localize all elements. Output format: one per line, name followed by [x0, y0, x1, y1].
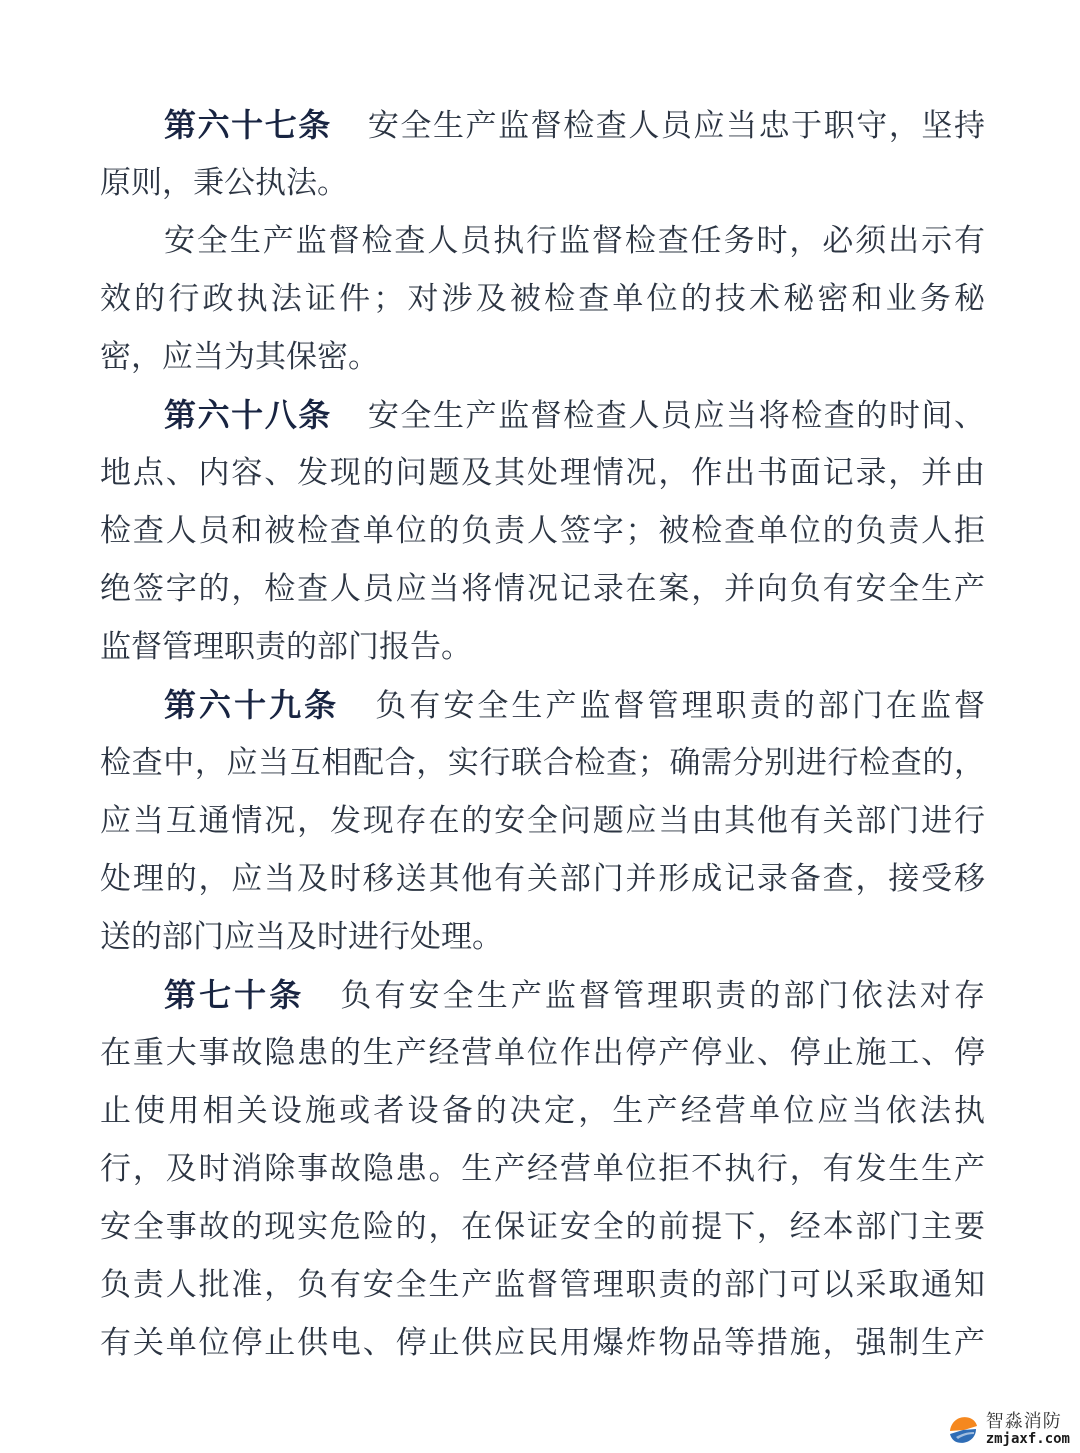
line-text: 检查中，应当互相配合，实行联合检查；确需分别进行检查的， [100, 745, 985, 781]
text-line [100, 96, 985, 154]
article-number: 第七十条 [164, 976, 305, 1014]
text-line [100, 444, 985, 502]
text-line [100, 618, 985, 676]
text-line [100, 908, 985, 966]
text-line [100, 1256, 985, 1314]
line-text: 负有安全生产监督管理职责的部门在监督 [375, 688, 985, 724]
line-text: 行，及时消除事故隐患。生产经营单位拒不执行，有发生生产 [100, 1151, 985, 1187]
text-line [100, 1082, 985, 1140]
text-line [100, 386, 985, 444]
text-line [100, 212, 985, 270]
article-number: 第六十七条 [164, 106, 332, 144]
text-line [100, 792, 985, 850]
line-text: 安全生产监督检查人员应当将检查的时间、 [367, 398, 985, 434]
zhimiao-fire-logo-icon [947, 1414, 979, 1446]
line-text: 原则，秉公执法。 [100, 165, 348, 201]
line-text: 监督管理职责的部门报告。 [100, 629, 472, 665]
line-text: 应当互通情况，发现存在的安全问题应当由其他有关部门进行 [100, 803, 985, 839]
brand-name: 智淼消防 [985, 1410, 1062, 1432]
text-line [100, 850, 985, 908]
line-text: 安全事故的现实危险的，在保证安全的前提下，经本部门主要 [100, 1209, 985, 1245]
text-line [100, 560, 985, 618]
text-line [100, 1140, 985, 1198]
line-text: 安全生产监督检查人员执行监督检查任务时，必须出示有 [164, 223, 985, 259]
line-text: 有关单位停止供电、停止供应民用爆炸物品等措施，强制生产 [100, 1325, 985, 1361]
text-line [100, 1198, 985, 1256]
text-line [100, 734, 985, 792]
brand-text-group [985, 1410, 1070, 1447]
text-line [100, 966, 985, 1024]
brand-url: zmjaxf.com [985, 1430, 1070, 1447]
line-text: 检查人员和被检查单位的负责人签字；被检查单位的负责人拒 [100, 513, 985, 549]
line-text: 止使用相关设施或者设备的决定，生产经营单位应当依法执 [100, 1093, 985, 1129]
text-line [100, 502, 985, 560]
article-number: 第六十八条 [164, 396, 332, 434]
text-line [100, 1024, 985, 1082]
line-text: 负有安全生产监督管理职责的部门依法对存 [340, 978, 985, 1014]
article-number: 第六十九条 [164, 686, 340, 724]
line-text: 密，应当为其保密。 [100, 339, 379, 375]
line-text: 绝签字的，检查人员应当将情况记录在案，并向负有安全生产 [100, 571, 985, 607]
legal-text-block [100, 96, 985, 1372]
text-line [100, 676, 985, 734]
line-text: 效的行政执法证件；对涉及被检查单位的技术秘密和业务秘 [100, 281, 985, 317]
text-line [100, 154, 985, 212]
line-text: 地点、内容、发现的问题及其处理情况，作出书面记录，并由 [100, 455, 985, 491]
line-text: 送的部门应当及时进行处理。 [100, 919, 503, 955]
line-text: 在重大事故隐患的生产经营单位作出停产停业、停止施工、停 [100, 1035, 985, 1071]
line-text: 负责人批准，负有安全生产监督管理职责的部门可以采取通知 [100, 1267, 985, 1303]
text-line [100, 1314, 985, 1372]
text-line [100, 328, 985, 386]
brand-watermark [947, 1410, 1070, 1447]
line-text: 安全生产监督检查人员应当忠于职守，坚持 [367, 108, 985, 144]
text-line [100, 270, 985, 328]
line-text: 处理的，应当及时移送其他有关部门并形成记录备查，接受移 [100, 861, 985, 897]
